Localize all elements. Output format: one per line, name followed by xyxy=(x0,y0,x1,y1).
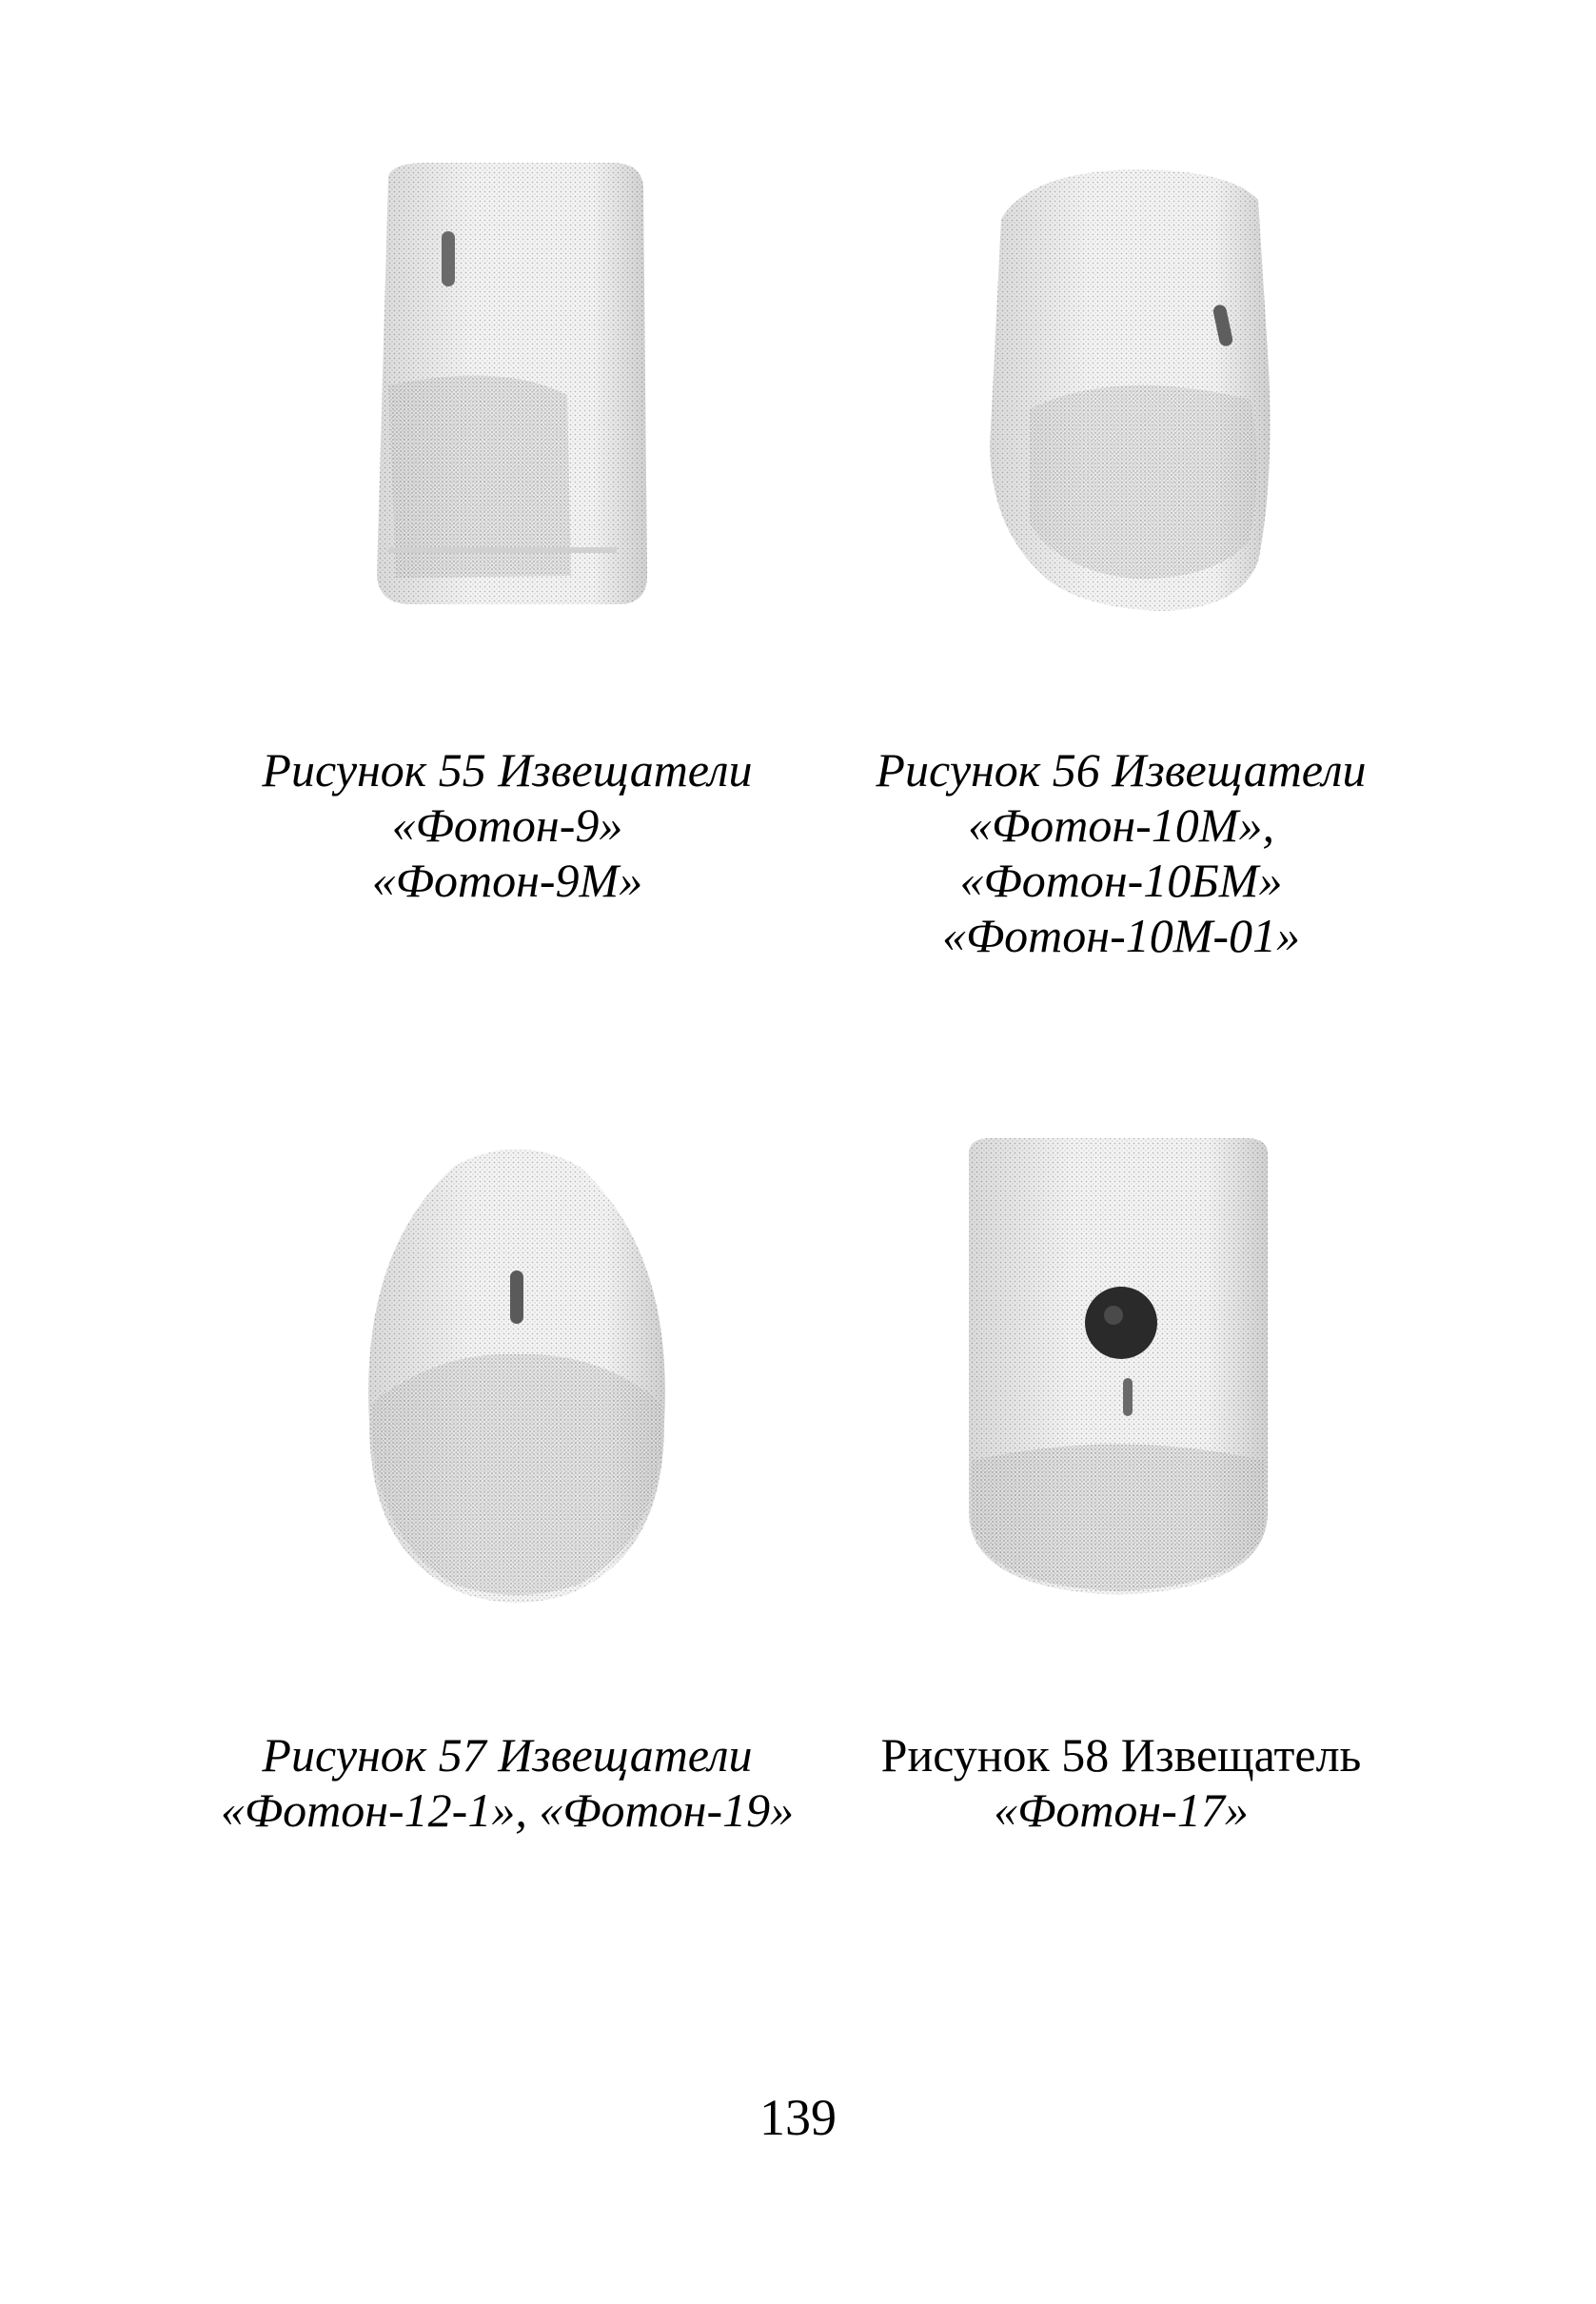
detector-foton-12-1-drawing xyxy=(350,1137,683,1613)
figure-56-line-1: «Фотон-10М», xyxy=(968,798,1274,852)
figure-55-line-1: «Фотон-9» xyxy=(391,798,623,852)
figure-56-caption xyxy=(836,742,1407,963)
figure-55-line-2: «Фотон-9М» xyxy=(371,854,643,907)
detector-foton-17-drawing xyxy=(961,1132,1275,1608)
figure-58-image xyxy=(961,1132,1275,1608)
page-number: 139 xyxy=(759,2089,837,2146)
figure-57-line-1: «Фотон-12-1», «Фотон-19» xyxy=(220,1783,795,1837)
figure-56-title: Рисунок 56 Извещатели xyxy=(876,743,1367,797)
figure-58-line-1: «Фотон-17» xyxy=(994,1783,1249,1837)
figure-55-title: Рисунок 55 Извещатели xyxy=(262,743,753,797)
figure-56-image xyxy=(973,162,1287,619)
detector-foton-10m-drawing xyxy=(973,162,1287,619)
figure-56-line-2: «Фотон-10БМ» xyxy=(959,854,1283,907)
figure-55-image xyxy=(350,157,664,609)
figure-57-caption xyxy=(184,1727,831,1838)
figure-56-line-3: «Фотон-10М-01» xyxy=(941,909,1301,962)
figure-58-title: Рисунок 58 Извещатель xyxy=(880,1728,1362,1782)
figure-57-image xyxy=(350,1137,683,1613)
figure-58-caption xyxy=(836,1727,1407,1838)
figure-55-caption xyxy=(222,742,793,908)
figure-57-title: Рисунок 57 Извещатели xyxy=(262,1728,753,1782)
detector-foton-9-drawing xyxy=(350,157,664,609)
